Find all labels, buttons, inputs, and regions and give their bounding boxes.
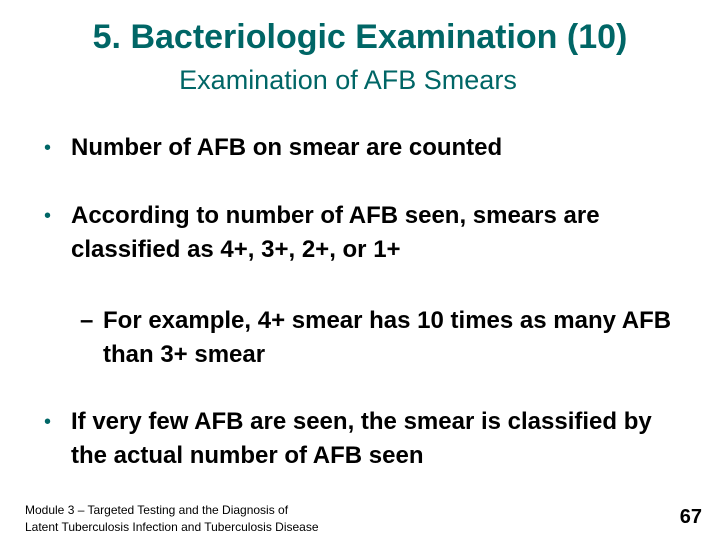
slide-title: 5. Bacteriologic Examination (10) xyxy=(92,18,628,56)
slide-footer xyxy=(25,502,319,536)
bullet-dot-icon: • xyxy=(44,137,52,159)
bullet-dot-icon: • xyxy=(44,411,52,433)
dash-icon: – xyxy=(80,307,94,334)
footer-line: Module 3 – Targeted Testing and the Diagnosis of xyxy=(25,503,289,517)
bullet-item xyxy=(44,131,684,165)
sub-bullet-text: For example, 4+ smear has 10 times as many AFB than 3+ smear xyxy=(103,307,672,368)
bullet-item xyxy=(44,405,684,473)
footer-line: Latent Tuberculosis Infection and Tuberculosis Disease xyxy=(25,520,319,534)
bullet-text: According to number of AFB seen, smears are classified as 4+, 3+, 2+, or 1+ xyxy=(71,202,600,263)
sub-bullet-item xyxy=(80,304,680,372)
bullet-item xyxy=(44,199,684,267)
slide-subtitle: Examination of AFB Smears xyxy=(179,65,517,95)
bullet-text: If very few AFB are seen, the smear is classified by the actual number of AFB seen xyxy=(71,408,652,469)
bullet-dot-icon: • xyxy=(44,205,52,227)
bullet-text: Number of AFB on smear are counted xyxy=(71,134,503,161)
page-number: 67 xyxy=(679,506,702,528)
